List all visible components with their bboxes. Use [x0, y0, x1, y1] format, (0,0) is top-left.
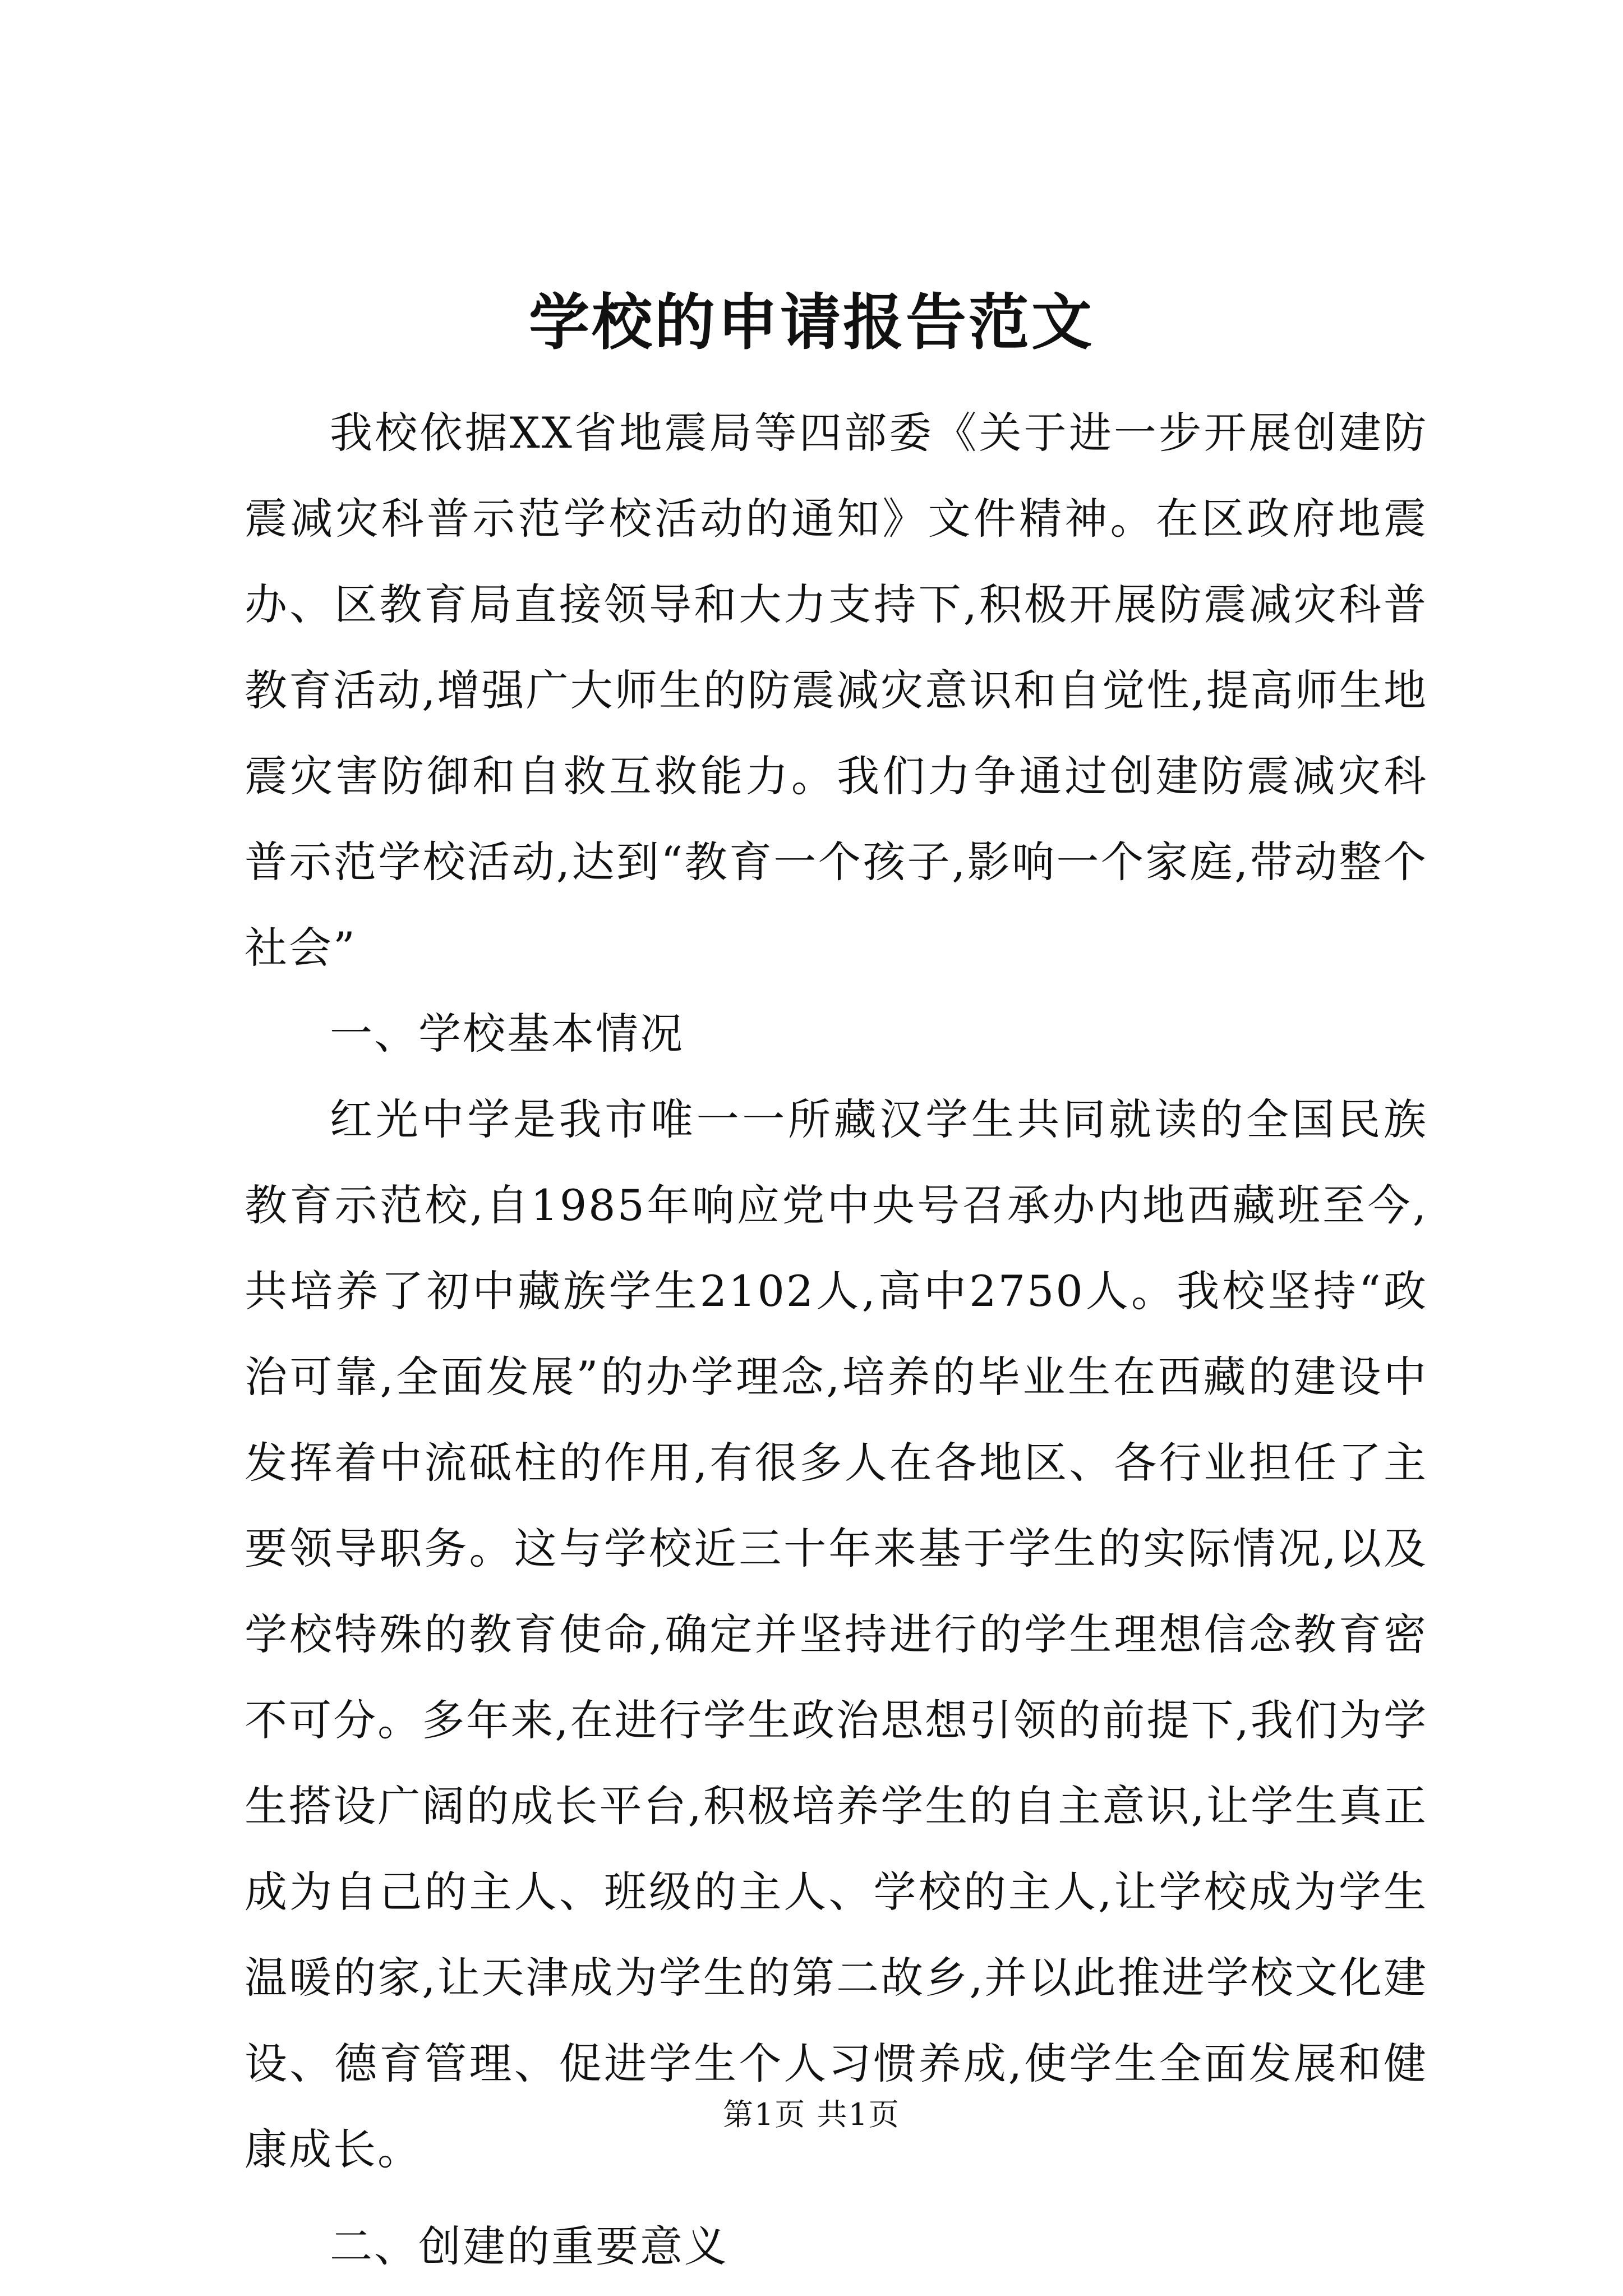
school-info-paragraph: 红光中学是我市唯一一所藏汉学生共同就读的全国民族教育示范校,自1985年响应党中央号召承办内地西藏班至今,共培养了初中藏族学生2102人,高中2750人。我校坚持“政治可靠,全面发展”的办学理念,培养的毕业生在西藏的建设中发挥着中流砥柱的作用,有很多人在各地区、各行业担任了主要领导职务。这与学校近三十年来基于学生的实际情况,以及学校特殊的教育使命,确定并坚持进行的学生理想信念教育密不可分。多年来,在进行学生政治思想引领的前提下,我们为学生搭设广阔的成长平台,积极培养学生的自主意识,让学生真正成为自己的主人、班级的主人、学校的主人,让学校成为学生温暖的家,让天津成为学生的第二故乡,并以此推进学校文化建设、德育管理、促进学生个人习惯养成,使学生全面发展和健康成长。	[245, 1094, 1428, 2174]
page-footer: 第1页 共1页	[723, 2097, 900, 2132]
intro-paragraph: 我校依据XX省地震局等四部委《关于进一步开展创建防震减灾科普示范学校活动的通知》文件精神。在区政府地震办、区教育局直接领导和大力支持下,积极开展防震减灾科普教育活动,增强广大师生的防震减灾意识和自觉性,提高师生地震灾害防御和自救互救能力。我们力争通过创建防震减灾科普示范学校活动,达到“教育一个孩子,影响一个家庭,带动整个社会”	[245, 408, 1428, 973]
section-heading-basic-info: 一、学校基本情况	[330, 1009, 684, 1059]
section-heading-significance: 二、创建的重要意义	[330, 2221, 728, 2271]
document-title: 学校的申请报告范文	[528, 287, 1094, 358]
document-body	[245, 390, 1428, 2289]
